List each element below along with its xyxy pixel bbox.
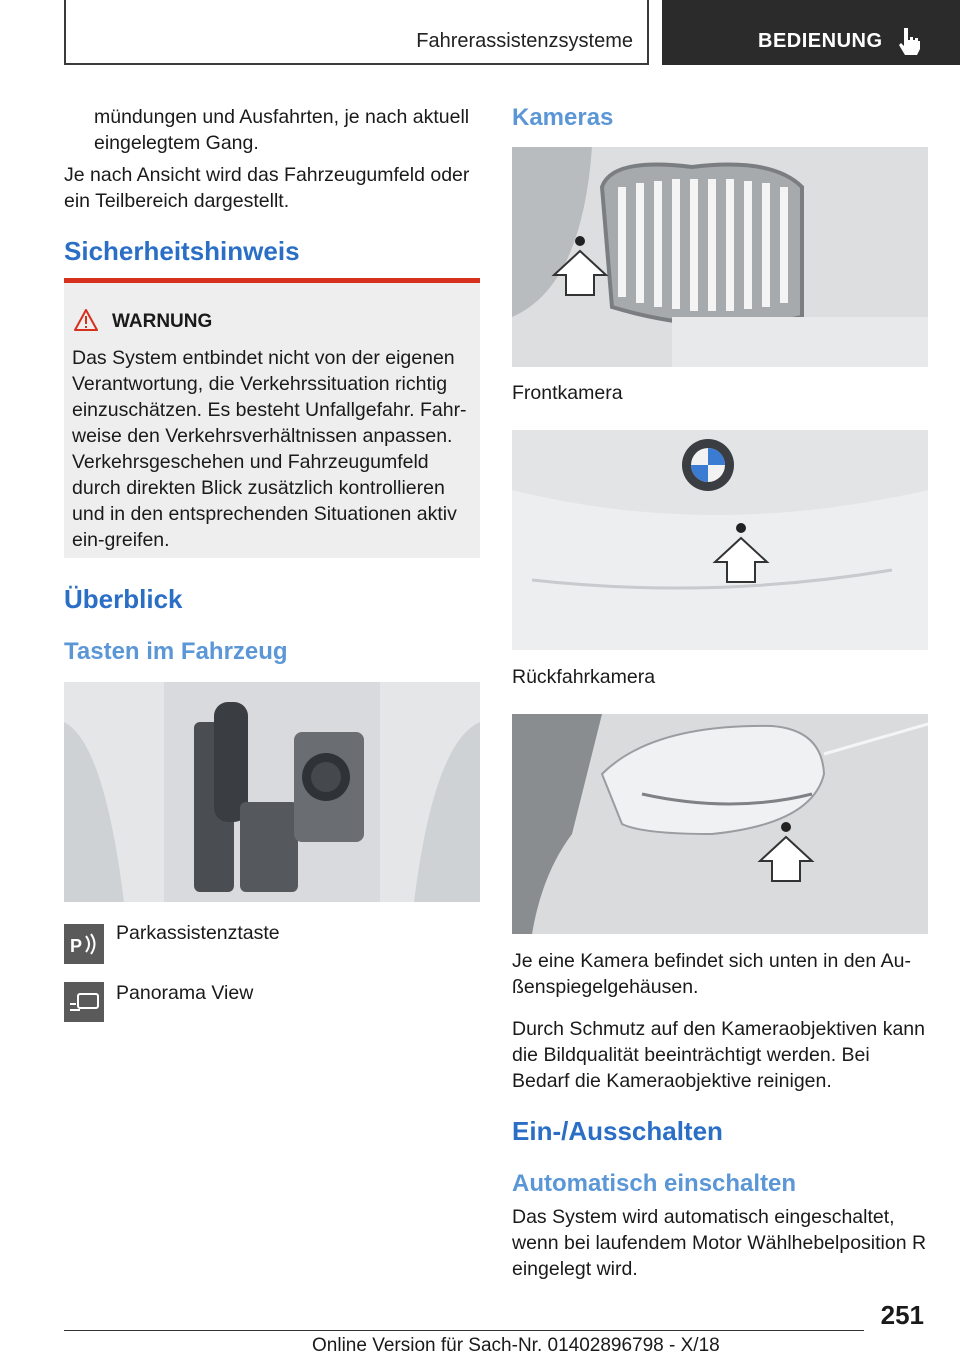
buttons-heading: Tasten im Fahrzeug: [64, 638, 288, 665]
dirt-text: Durch Schmutz auf den Kameraobjektiven kann die Bildqualität beeinträchtigt werden. Bei Bedarf die Kameraobjektive reinigen.: [512, 1018, 925, 1092]
view-paragraph: Je nach Ansicht wird das Fahrzeugumfeld oder ein Teilbereich dargestellt.: [64, 164, 470, 212]
front-camera-caption: Frontkamera: [512, 382, 623, 404]
mirror-camera-photo: [512, 714, 928, 934]
page-number: 251: [880, 1300, 924, 1330]
park-assist-label: Parkassistenztaste: [116, 922, 280, 944]
svg-text:P: P: [70, 936, 83, 956]
online-version-text: Online Version für Sach-Nr. 01402896798 - X/18: [312, 1335, 720, 1356]
header-section-tab: [64, 0, 649, 65]
auto-text: Das System wird automatisch eingeschaltet, wenn bei laufendem Motor Wählhebelposition R eingelegt wird.: [512, 1206, 927, 1280]
warning-triangle-icon: [74, 309, 98, 331]
header-chapter-tab: [662, 0, 960, 65]
pointing-hand-icon: [896, 26, 924, 56]
front-camera-photo: [512, 147, 928, 367]
header-section-title: Fahrerassistenzsysteme: [416, 30, 633, 52]
mirror-camera-text: Je eine Kamera befindet sich unten in den Au-ßenspiegelgehäusen.: [512, 950, 911, 998]
rear-camera-caption: Rückfahrkamera: [512, 666, 656, 688]
warning-box: [64, 278, 480, 558]
onoff-heading: Ein-/Ausschalten: [512, 1116, 723, 1146]
auto-heading: Automatisch einschalten: [512, 1170, 797, 1197]
warning-body: Das System entbindet nicht von der eigenen Verantwortung, die Verkehrssituation richtig einzuschätzen. Es besteht Unfallgefahr. Fahr-weise den Verkehrsverhältnissen anpassen. Verkehrsgeschehen und Fahrzeugumfeld durch direkten Blick zusätzlich kontrollieren und in den entsprechenden Situationen aktiv ein-greifen.: [72, 347, 467, 551]
cameras-heading: Kameras: [512, 104, 614, 131]
panorama-view-label: Panorama View: [116, 982, 254, 1004]
continued-text: mündungen und Ausfahrten, je nach aktuell eingelegtem Gang.: [94, 106, 470, 154]
overview-heading: Überblick: [64, 584, 183, 614]
center-console-photo: [64, 682, 480, 902]
footer-divider: [64, 1330, 864, 1331]
rear-camera-photo: [512, 430, 928, 650]
panorama-view-icon: [64, 982, 104, 1022]
park-assist-icon: [64, 924, 104, 964]
safety-heading: Sicherheitshinweis: [64, 236, 300, 266]
warning-title: WARNUNG: [112, 311, 213, 332]
header-chapter-title: BEDIENUNG: [758, 30, 883, 52]
